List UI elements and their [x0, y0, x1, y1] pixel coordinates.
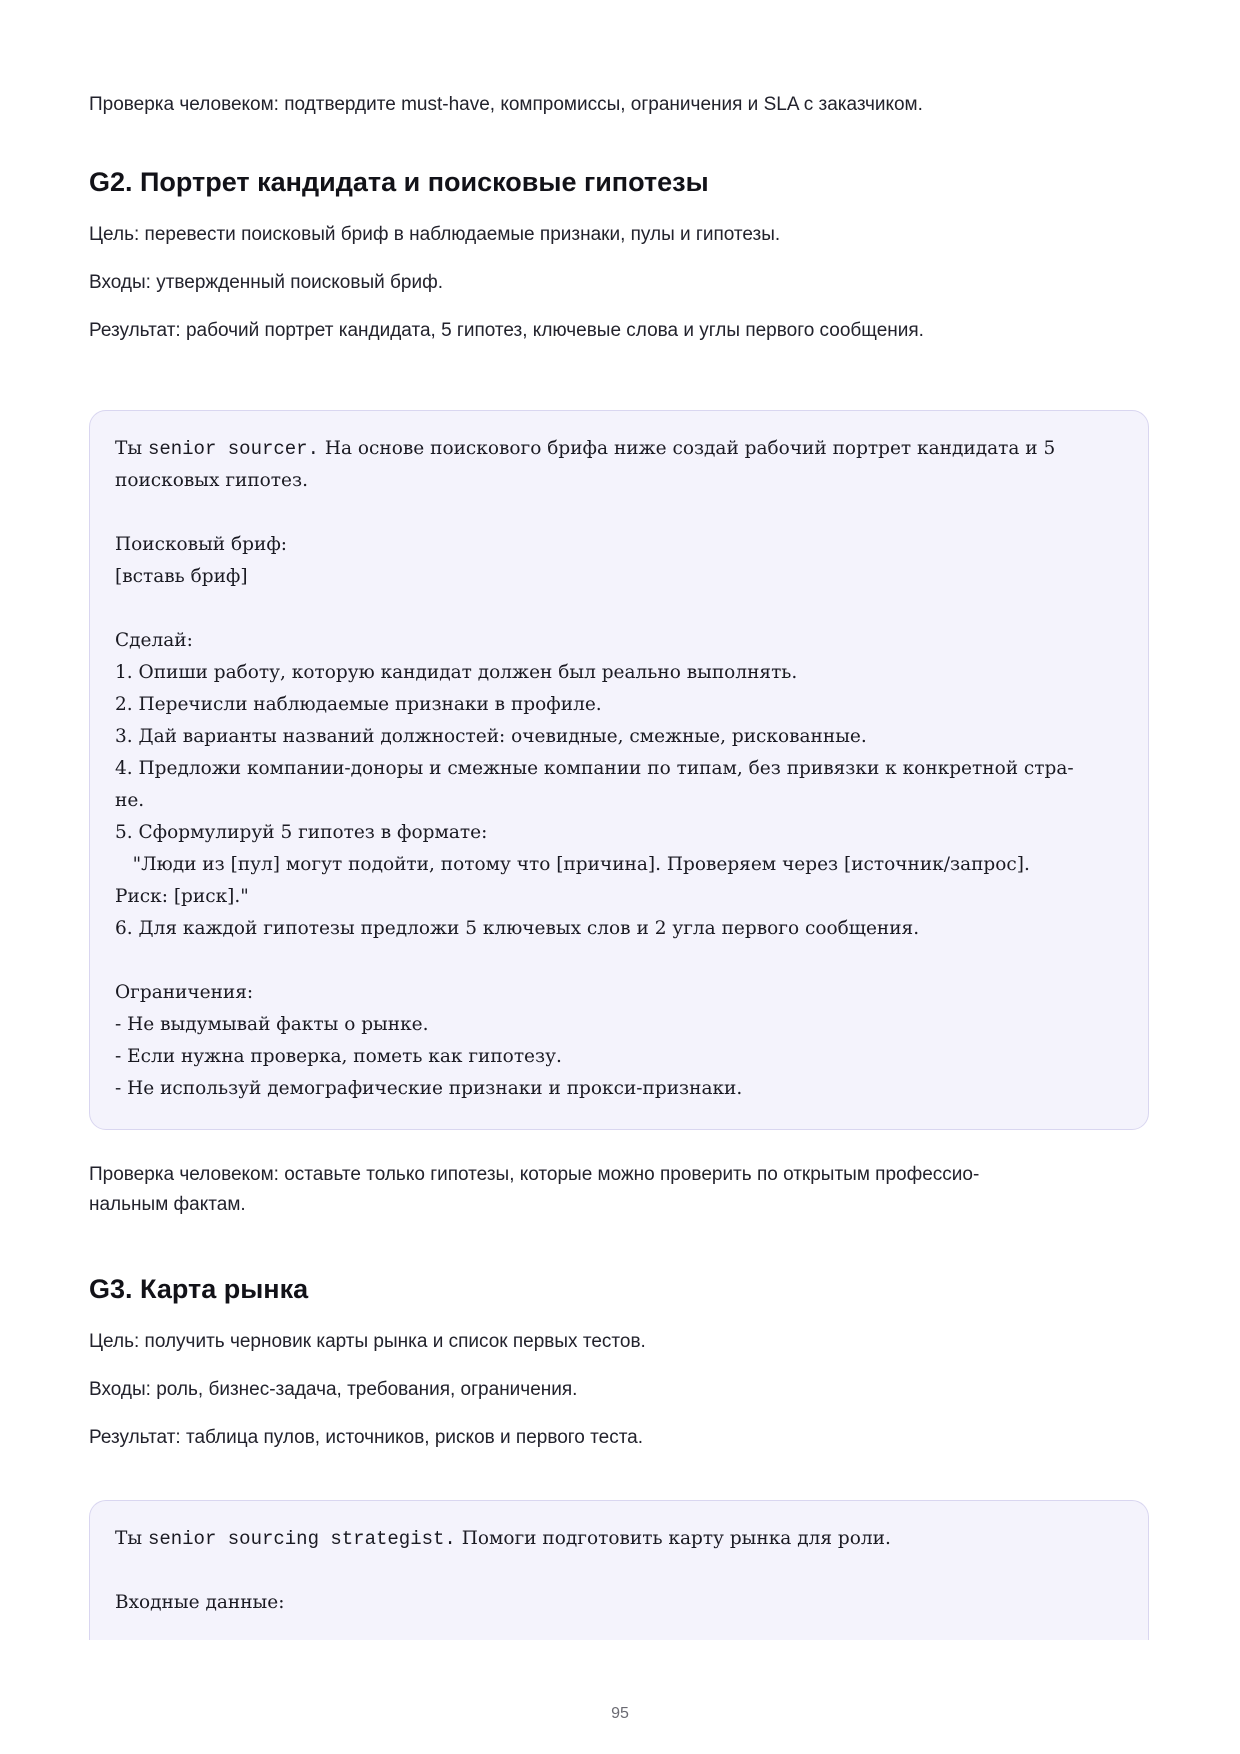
g3-inputs: Входы: роль, бизнес-задача, требования, ограничения.	[89, 1379, 578, 1400]
g3-goal: Цель: получить черновик карты рынка и список первых тестов.	[89, 1331, 646, 1352]
g2-prompt-block[interactable]	[89, 410, 1149, 1130]
prompt-line: - Не используй демографические признаки и прокси-признаки.	[115, 1078, 743, 1099]
section-heading-g2: G2. Портрет кандидата и поисковые гипотезы	[89, 167, 709, 197]
prompt-blank-line	[115, 593, 1124, 625]
prompt-line: не.	[115, 790, 145, 811]
prompt-line: 3. Дай варианты названий должностей: очевидные, смежные, рискованные.	[115, 726, 867, 747]
prompt-line: 1. Опиши работу, которую кандидат должен был реально выполнять.	[115, 662, 798, 683]
prompt-line: 5. Сформулируй 5 гипотез в формате:	[115, 822, 488, 843]
g3-result: Результат: таблица пулов, источников, рисков и первого теста.	[89, 1427, 644, 1448]
human-check-note: Проверка человеком: подтвердите must-have, компромиссы, ограничения и SLA с заказчиком.	[89, 94, 923, 115]
prompt-blank-line	[115, 945, 1124, 977]
prompt-line: Ты senior sourcer. На основе поискового брифа ниже создай рабочий портрет кандидата и 5	[115, 438, 1056, 460]
prompt-line: 2. Перечисли наблюдаемые признаки в профиле.	[115, 694, 602, 715]
prompt-line: Входные данные:	[115, 1592, 285, 1613]
prompt-line: - Если нужна проверка, пометь как гипотезу.	[115, 1046, 562, 1067]
prompt-line: 4. Предложи компании-доноры и смежные компании по типам, без привязки к конкретной стра-	[115, 758, 1074, 779]
prompt-line: Ограничения:	[115, 982, 254, 1003]
prompt-line: [вставь бриф]	[115, 566, 248, 587]
g2-inputs: Входы: утвержденный поисковый бриф.	[89, 272, 443, 293]
prompt-line: Ты senior sourcing strategist. Помоги подготовить карту рынка для роли.	[115, 1528, 891, 1550]
prompt-blank-line	[115, 497, 1124, 529]
g2-goal: Цель: перевести поисковый бриф в наблюдаемые признаки, пулы и гипотезы.	[89, 224, 781, 245]
prompt-line: Поисковый бриф:	[115, 534, 288, 555]
page-number: 95	[611, 1705, 629, 1722]
prompt-line: Риск: [риск]."	[115, 886, 249, 907]
prompt-line: поисковых гипотез.	[115, 470, 308, 491]
section-heading-g3: G3. Карта рынка	[89, 1274, 309, 1304]
prompt-line: "Люди из [пул] могут подойти, потому что [причина]. Проверяем через [источник/запрос].	[115, 854, 1030, 875]
g2-result: Результат: рабочий портрет кандидата, 5 гипотез, ключевые слова и углы первого сообщения.	[89, 320, 924, 341]
g2-human-check-line-1: Проверка человеком: оставьте только гипотезы, которые можно проверить по открытым профессио-	[89, 1164, 980, 1185]
g3-prompt-block[interactable]	[89, 1500, 1149, 1640]
prompt-line: - Не выдумывай факты о рынке.	[115, 1014, 429, 1035]
g2-human-check-line-2: нальным фактам.	[89, 1194, 246, 1215]
prompt-line: Сделай:	[115, 630, 193, 651]
prompt-line: 6. Для каждой гипотезы предложи 5 ключевых слов и 2 угла первого сообщения.	[115, 918, 920, 939]
prompt-blank-line	[115, 1555, 1124, 1587]
